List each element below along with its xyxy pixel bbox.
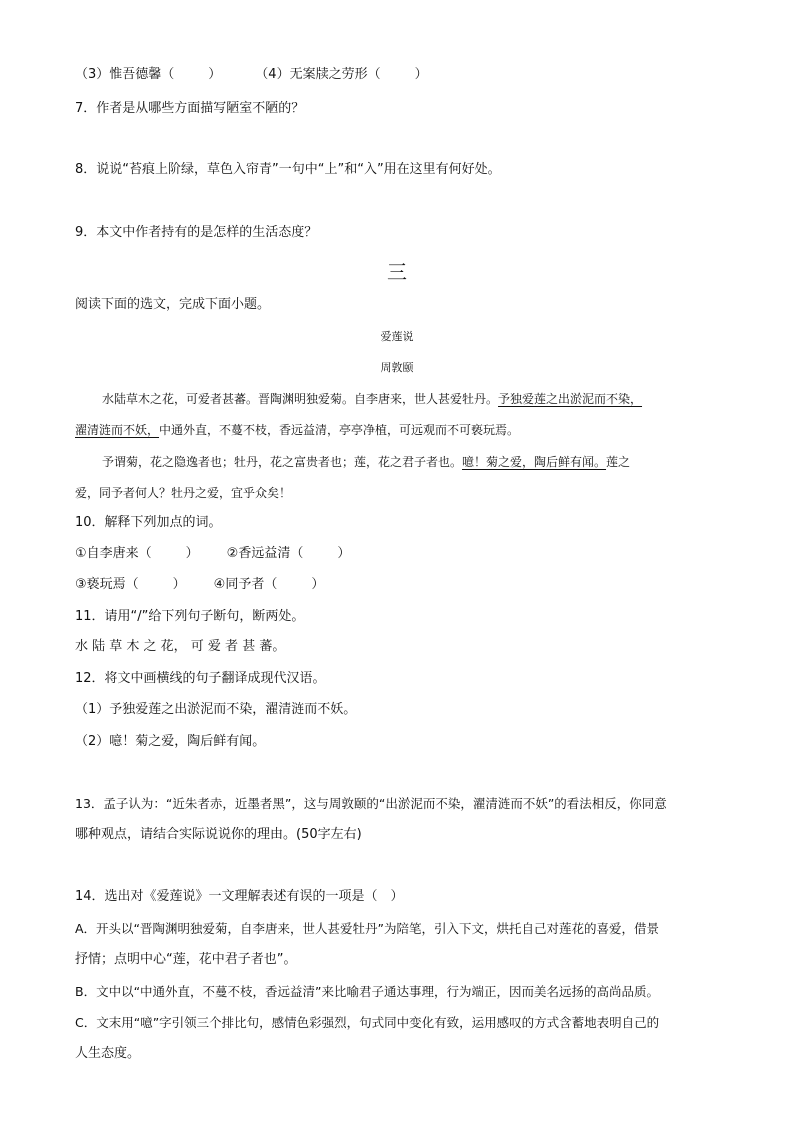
question-14-option-a-line-1: A．开头以“晋陶渊明独爱菊，自李唐来，世人甚爱牡丹”为陪笔，引入下文，烘托自己对莲花的喜爱，借景	[75, 921, 660, 936]
underlined-sentence-1: 予独爱莲之出淤泥而不染，	[498, 392, 643, 406]
passage-paragraph-2-line-1: 予谓菊，花之隐逸者也；牡丹，花之富贵者也；莲，花之君子者也。噫！菊之爱，陶后鲜有闻。莲之	[102, 455, 631, 469]
underlined-sentence-2: 噫！菊之爱，陶后鲜有闻。	[462, 455, 607, 469]
q6-item-4: （4）无案牍之劳形（	[255, 67, 381, 82]
question-13-line-2: 哪种观点，请结合实际说说你的理由。(50字左右)	[75, 827, 362, 842]
passage-paragraph-1-line-2: 濯清涟而不妖，中通外直，不蔓不枝，香远益清，亭亭净植，可远观而不可亵玩焉。	[75, 423, 520, 437]
question-11-sentence: 水 陆 草 木 之 花， 可 爱 者 甚 蕃。	[75, 639, 286, 654]
passage-title: 爱莲说	[380, 330, 414, 343]
question-14-stem: 14．选出对《爱莲说》一文理解表述有误的一项是（ ）	[75, 889, 404, 904]
question-14-option-b: B．文中以“中通外直，不蔓不枝，香远益清”来比喻君子通达事理，行为端正，因而美名远扬的高尚品质。	[75, 984, 660, 999]
section-number: 三	[387, 260, 407, 284]
question-9: 9．本文中作者持有的是怎样的生活态度？	[75, 225, 318, 240]
passage-paragraph-1-line-1: 水陆草木之花，可爱者甚蕃。晋陶渊明独爱菊。自李唐来，世人甚爱牡丹。予独爱莲之出淤泥而不染，	[102, 392, 643, 406]
question-11-stem: 11．请用“/”给下列句子断句，断两处。	[75, 609, 305, 624]
question-10-stem: 10．解释下列加点的词。	[75, 515, 222, 530]
q6-items-row	[75, 66, 428, 84]
question-7: 7．作者是从哪些方面描写陋室不陋的？	[75, 101, 305, 116]
q6-item-4-close: ）	[414, 67, 428, 82]
question-14-option-a-line-2: 抒情；点明中心“莲，花中君子者也”。	[75, 952, 297, 967]
q6-item-3: （3）惟吾德馨（	[75, 67, 175, 82]
question-14-option-c-line-1: C．文末用“噫”字引领三个排比句，感情色彩强烈，句式同中变化有致，运用感叹的方式含蓄地表明自己的	[75, 1015, 660, 1030]
reading-instruction: 阅读下面的选文，完成下面小题。	[75, 297, 271, 312]
question-8: 8．说说“苔痕上阶绿，草色入帘青”一句中“上”和“入”用在这里有何好处。	[75, 162, 501, 177]
question-14-option-c-line-2: 人生态度。	[75, 1046, 141, 1061]
question-13-line-1: 13．孟子认为：“近朱者赤，近墨者黑”，这与周敦颐的“出淤泥而不染，濯清涟而不妖”的看法相反，你同意	[75, 796, 667, 811]
passage-author: 周敦颐	[380, 361, 414, 374]
underlined-sentence-1-cont: 濯清涟而不妖，	[75, 423, 160, 437]
question-12-sentence-2: （2）噫！菊之爱，陶后鲜有闻。	[75, 734, 266, 749]
q6-item-3-close: ）	[208, 67, 222, 82]
question-10-row-2: ③亵玩焉（ ） ④同予者（ ）	[75, 577, 325, 592]
question-12-stem: 12．将文中画横线的句子翻译成现代汉语。	[75, 671, 326, 686]
question-12-sentence-1: （1）予独爱莲之出淤泥而不染，濯清涟而不妖。	[75, 702, 357, 717]
passage-paragraph-2-line-2: 爱，同予者何人？牡丹之爱，宜乎众矣！	[75, 486, 292, 500]
question-10-row-1: ①自李唐来（ ） ②香远益清（ ）	[75, 546, 351, 561]
